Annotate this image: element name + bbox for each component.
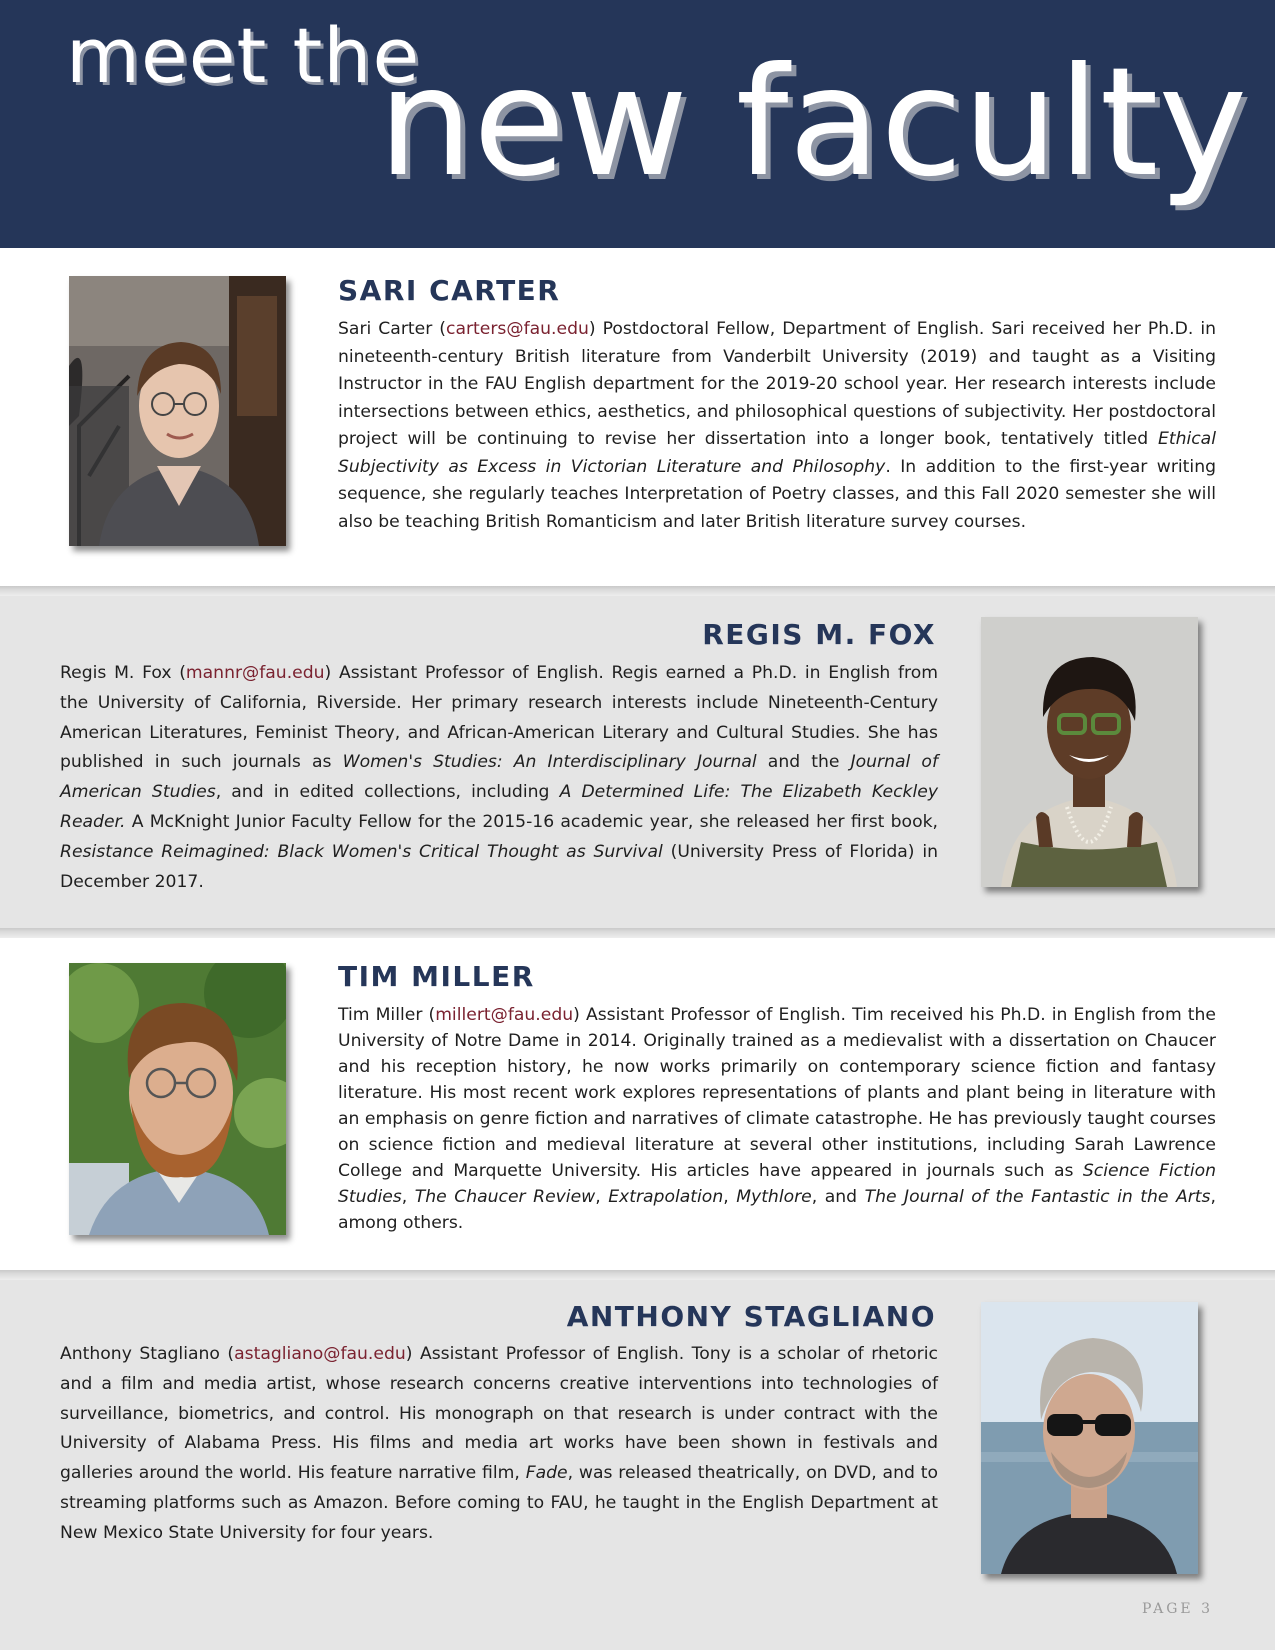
faculty-photo-anthony-stagliano <box>981 1302 1198 1574</box>
bio-text: , was released theatrically, on DVD, and to streaming platforms such as Amazon. Before coming to FAU, he taught in the English Department at New Mexico State University for four years. <box>60 1463 938 1543</box>
book-title: A Determined Life: The Elizabeth Keckley Reader. <box>60 782 939 832</box>
faculty-name: TIM MILLER <box>338 960 535 993</box>
bio-text: and the <box>756 752 851 773</box>
journal-title: Women's Studies: An Interdisciplinary Journal <box>342 752 757 773</box>
email-link[interactable]: mannr@fau.edu <box>185 663 325 683</box>
faculty-name: ANTHONY STAGLIANO <box>566 1300 936 1333</box>
journal-title: The Journal of the Fantastic in the Arts <box>864 1187 1211 1207</box>
email-link[interactable]: carters@fau.edu <box>446 319 589 339</box>
bio-text: ) Assistant Professor of English. Tony is a scholar of rhetoric and a film and media artist, whose research concerns creative interventions into technologies of surveillance, biometrics, and control. His monograph on that research is under contract with the University of Alabama Press. His films and media art works have been shown in festivals and galleries around the world. His feature narrative film, <box>60 1344 938 1484</box>
page-number: PAGE 3 <box>1141 1601 1213 1617</box>
book-title: Ethical Subjectivity as Excess in Victorian Literature and Philosophy <box>338 429 1216 477</box>
bio-text: A McKnight Junior Faculty Fellow for the 2015-16 academic year, she released her first book, <box>125 811 938 832</box>
faculty-bio <box>338 316 1216 536</box>
section-divider <box>0 1270 1275 1280</box>
faculty-section-regis-fox <box>0 596 1275 928</box>
section-divider <box>0 928 1275 938</box>
email-link[interactable]: millert@fau.edu <box>435 1005 574 1025</box>
bio-text: ) Assistant Professor of English. Regis earned a Ph.D. in English from the University of California, Riverside. Her primary research interests include Nineteenth-Century American Literatures, Feminist Theory, and African-American Literary and Cultural Studies. She has published in such journals as <box>60 663 938 773</box>
journal-title: Extrapolation <box>608 1187 724 1207</box>
page-header-banner <box>0 0 1275 248</box>
faculty-name: REGIS M. FOX <box>702 618 936 651</box>
faculty-photo-sari-carter <box>69 276 286 546</box>
bio-text: , and in edited collections, including <box>215 782 560 803</box>
journal-title: Journal of American Studies <box>60 752 938 803</box>
faculty-name: SARI CARTER <box>338 274 561 307</box>
faculty-photo-regis-fox <box>981 617 1198 887</box>
faculty-bio <box>60 1340 938 1549</box>
faculty-section-sari-carter <box>0 248 1275 586</box>
journal-title: Science Fiction Studies <box>338 1161 1216 1207</box>
section-divider <box>0 586 1275 596</box>
bio-intro: Sari Carter ( <box>338 319 446 339</box>
bio-intro: Regis M. Fox ( <box>60 663 186 683</box>
bio-text: ) Assistant Professor of English. Tim received his Ph.D. in English from the University of Notre Dame in 2014. Originally trained as a medievalist with a dissertation on Chaucer and his reception history, he now works primarily on contemporary science fiction and fantasy literature. His most recent work explores representations of plants and plant being in literature with an emphasis on genre fiction and narratives of climate catastrophe. He has previously taught courses on science fiction and medieval literature at several other institutions, including Sarah Lawrence College and Marquette University. His articles have appeared in journals such as <box>338 1005 1216 1181</box>
faculty-photo-tim-miller <box>69 963 286 1235</box>
bio-text: , <box>595 1187 609 1207</box>
bio-text: ) Postdoctoral Fellow, Department of English. Sari received her Ph.D. in nineteenth-century British literature from Vanderbilt University (2019) and taught as a Visiting Instructor in the FAU English department for the 2019-20 school year. Her research interests include intersections between ethics, aesthetics, and philosophical questions of subjectivity. Her postdoctoral project will be continuing to revise her dissertation into a longer book, tentatively titled <box>338 319 1216 449</box>
faculty-section-anthony-stagliano <box>0 1280 1275 1650</box>
faculty-bio <box>60 659 938 897</box>
faculty-bio <box>338 1002 1216 1236</box>
header-title-line2: new faculty <box>378 36 1248 210</box>
journal-title: The Chaucer Review <box>414 1187 596 1207</box>
journal-title: Mythlore <box>736 1187 812 1207</box>
bio-text: , <box>723 1187 737 1207</box>
bio-text: , and <box>811 1187 865 1207</box>
faculty-section-tim-miller <box>0 938 1275 1270</box>
bio-text: , among others. <box>338 1187 1216 1233</box>
bio-text: (University Press of Florida) in December 2017. <box>60 841 939 892</box>
bio-intro: Anthony Stagliano ( <box>60 1344 235 1364</box>
bio-text: , <box>401 1187 415 1207</box>
bio-text: . In addition to the first-year writing sequence, she regularly teaches Interpretation of Poetry classes, and this Fall 2020 semester she will also be teaching British Romanticism and later British literature survey courses. <box>338 456 1216 532</box>
book-title: Resistance Reimagined: Black Women's Critical Thought as Survival <box>60 841 663 862</box>
bio-intro: Tim Miller ( <box>338 1005 436 1025</box>
email-link[interactable]: astagliano@fau.edu <box>234 1344 406 1364</box>
film-title: Fade <box>525 1463 568 1484</box>
header-title-line1: meet the <box>66 11 421 100</box>
